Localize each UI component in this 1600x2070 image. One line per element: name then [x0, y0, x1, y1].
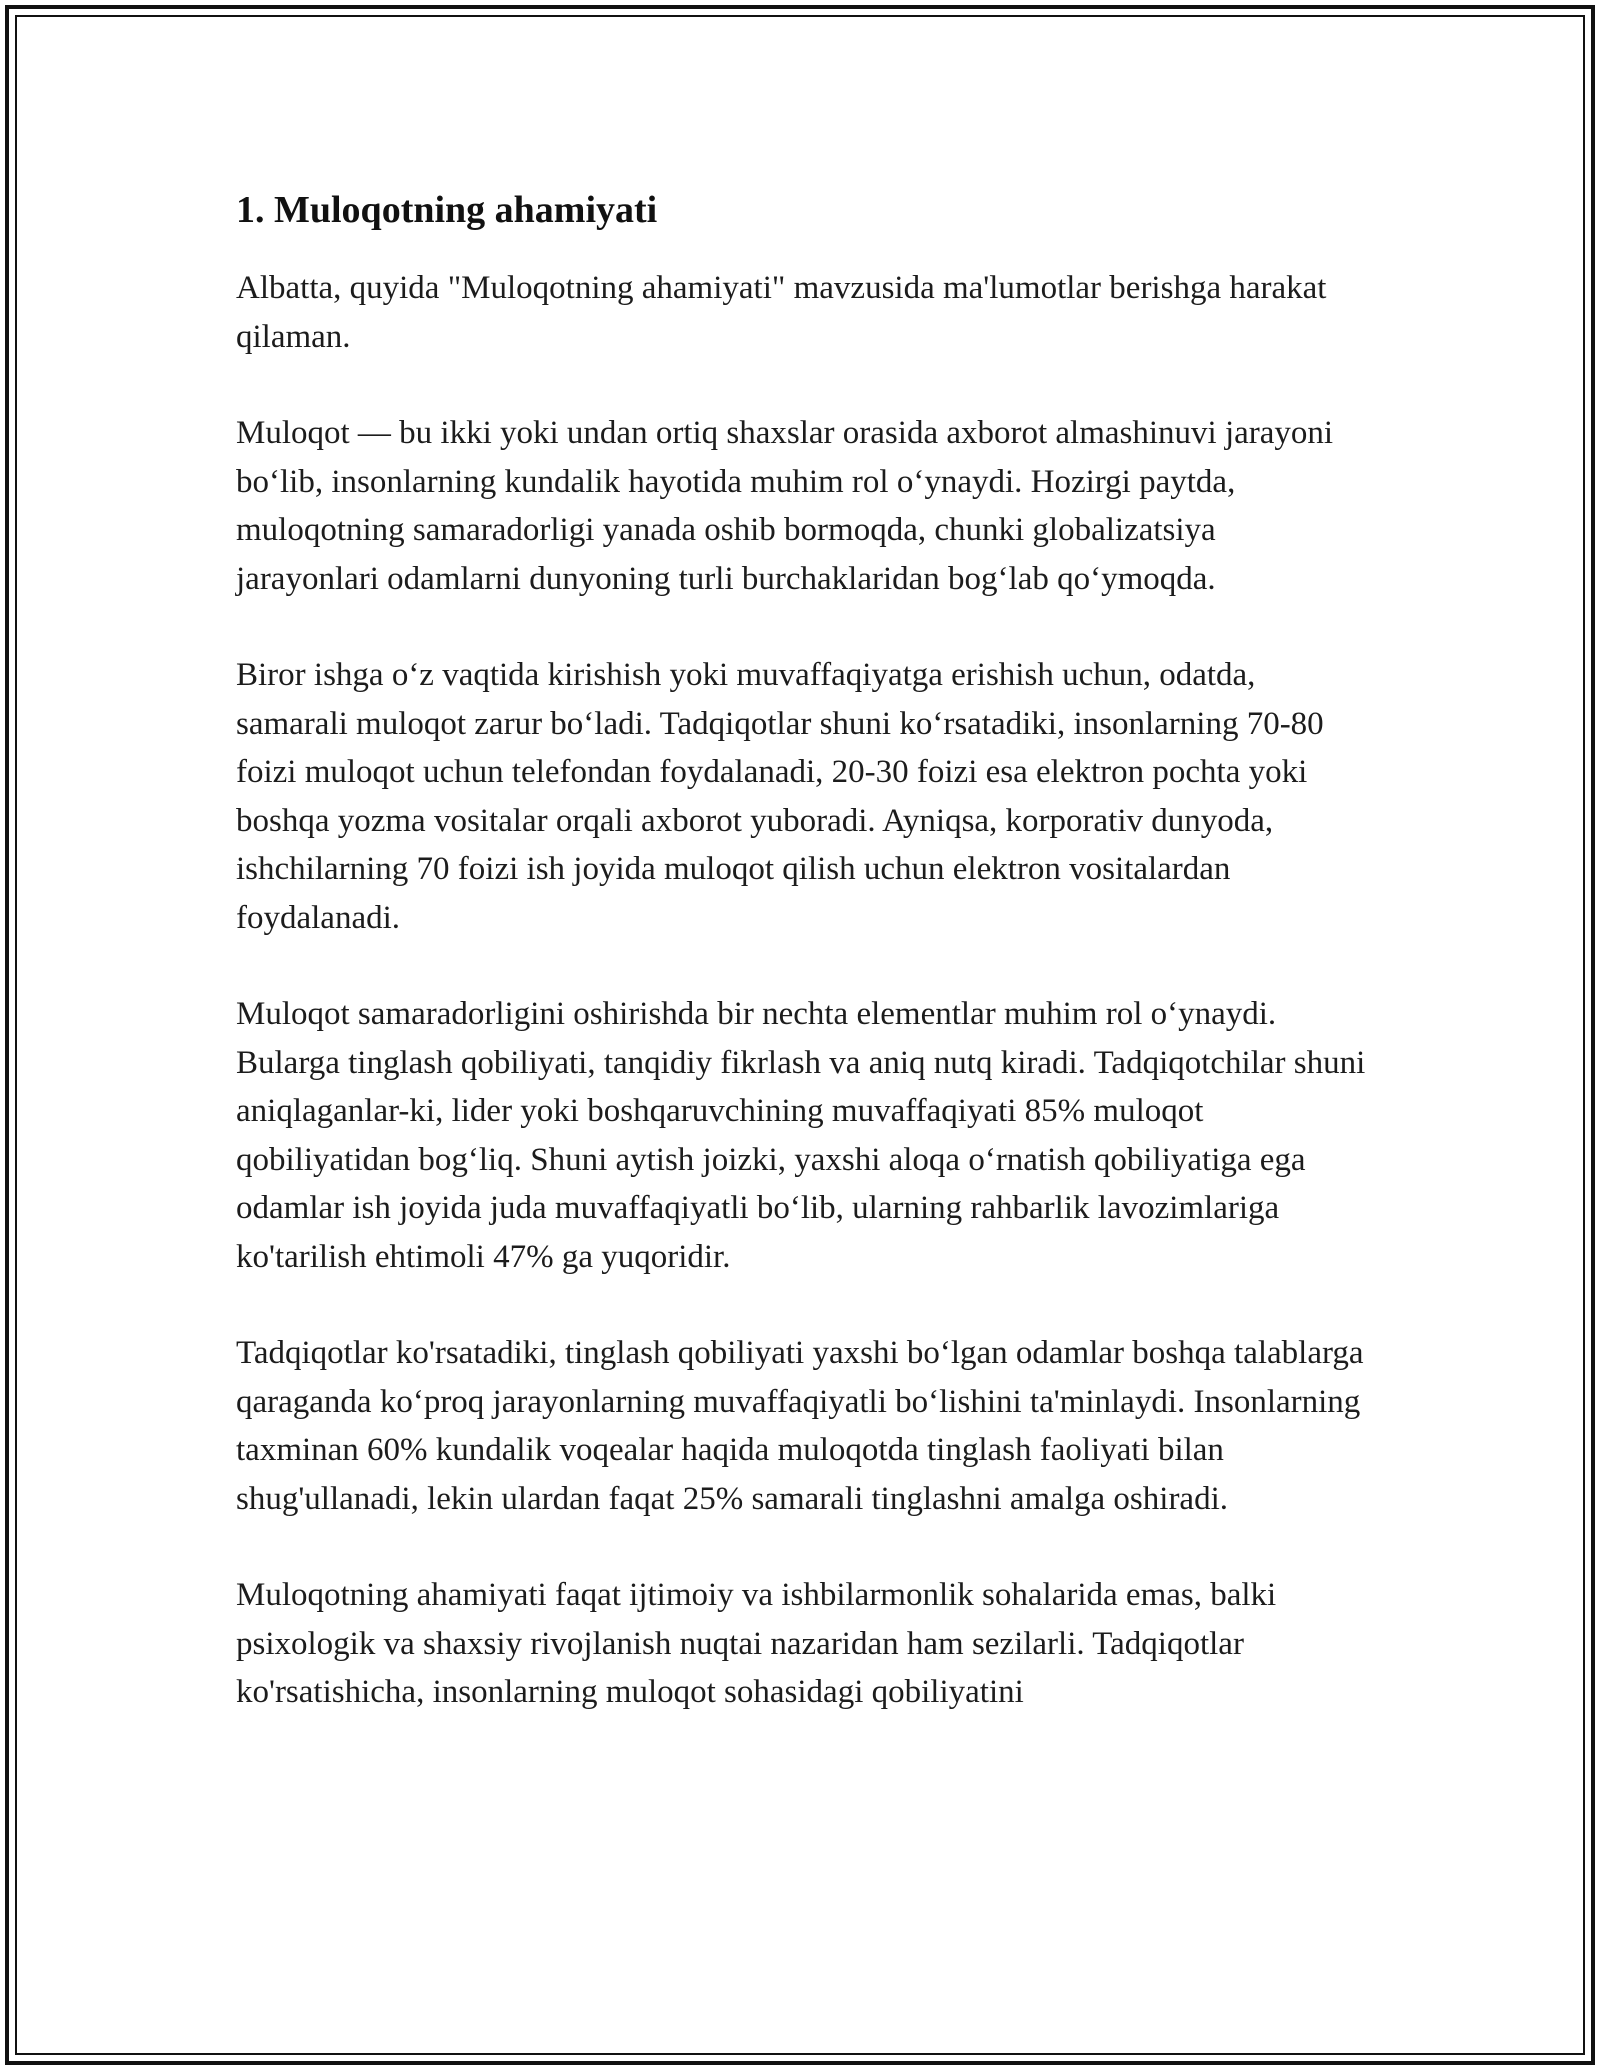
paragraph-statistics: Biror ishga o‘z vaqtida kirishish yoki muvaffaqiyatga erishish uchun, odatda, samarali muloqot zarur bo‘ladi. Tadqiqotlar shuni ko‘rsatadiki, insonlarning 70-80 foizi muloqot uchun telefondan foydalanadi, 20-30 foizi esa elektron pochta yoki boshqa yozma vositalar orqali axborot yuboradi. Ayniqsa, korporativ dunyoda, ishchilarning 70 foizi ish joyida muloqot qilish uchun elektron vositalardan foydalanadi. [236, 657, 1324, 936]
document-body [236, 186, 1366, 1765]
paragraph-intro: Albatta, quyida "Muloqotning ahamiyati" mavzusida ma'lumotlar berishga harakat qilaman. [236, 270, 1327, 355]
paragraph-listening: Tadqiqotlar ko'rsatadiki, tinglash qobiliyati yaxshi bo‘lgan odamlar boshqa talablarga qaraganda ko‘proq jarayonlarning muvaffaqiyatli bo‘lishini ta'minlaydi. Insonlarning taxminan 60% kundalik voqealar haqida muloqotda tinglash faoliyati bilan shug'ullanadi, lekin ulardan faqat 25% samarali tinglashni amalga oshiradi. [236, 1335, 1364, 1517]
section-heading: 1. Muloqotning ahamiyati [236, 189, 658, 231]
paragraph-elements: Muloqot samaradorligini oshirishda bir nechta elementlar muhim rol o‘ynaydi. Bularga tinglash qobiliyati, tanqidiy fikrlash va aniq nutq kiradi. Tadqiqotchilar shuni aniqlaganlar-ki, lider yoki boshqaruvchining muvaffaqiyati 85% muloqot qobiliyatidan bog‘liq. Shuni aytish joizki, yaxshi aloqa o‘rnatish qobiliyatiga ega odamlar ish joyida juda muvaffaqiyatli bo‘lib, ularning rahbarlik lavozimlariga ko'tarilish ehtimoli 47% ga yuqoridir. [236, 996, 1366, 1275]
paragraph-psychology: Muloqotning ahamiyati faqat ijtimoiy va ishbilarmonlik sohalarida emas, balki psixologik va shaxsiy rivojlanish nuqtai nazaridan ham sezilarli. Tadqiqotlar ko'rsatishicha, insonlarning muloqot sohasidagi qobiliyatini [236, 1577, 1277, 1710]
paragraph-definition: Muloqot — bu ikki yoki undan ortiq shaxslar orasida axborot almashinuvi jarayoni bo‘lib, insonlarning kundalik hayotida muhim rol o‘ynaydi. Hozirgi paytda, muloqotning samaradorligi yanada oshib bormoqda, chunki globalizatsiya jarayonlari odamlarni dunyoning turli burchaklaridan bog‘lab qo‘ymoqda. [236, 415, 1334, 597]
